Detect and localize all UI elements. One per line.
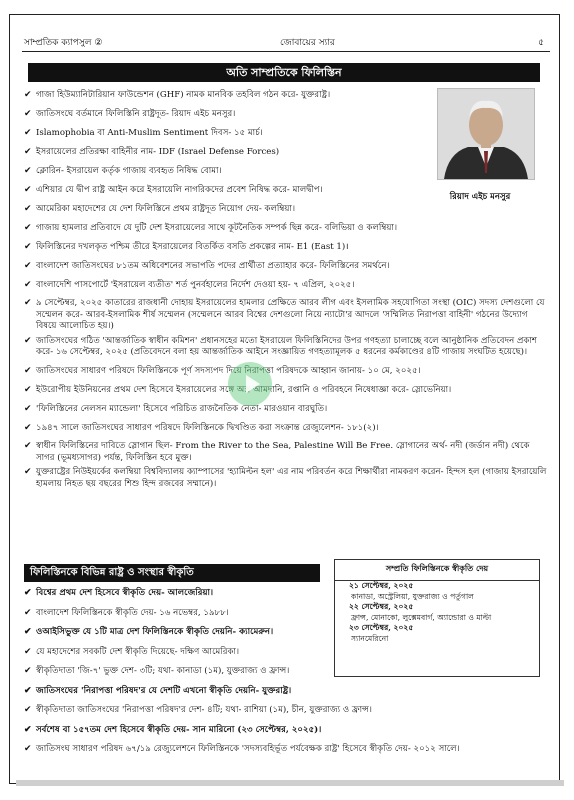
checkmark-icon: ✔: [24, 166, 32, 176]
checkmark-icon: ✔: [24, 223, 32, 233]
recognition-section-heading: ফিলিস্তিনকে বিভিন্ন রাষ্ট্র ও সংস্থার স্বীকৃতি: [24, 564, 320, 582]
header-author: জোবায়ের স্যার: [280, 38, 335, 48]
checkmark-icon: ✔: [24, 403, 32, 414]
list-item: ✔ বিশ্বের প্রথম দেশ হিসেবে স্বীকৃতি দেয়- আলজেরিয়া।: [22, 584, 336, 604]
list-item: ✔ স্বাধীন ফিলিস্তিনের দাবিতে স্লোগান ছিল- From the River to the Sea, Palestine Will Be Free. স্লোগানের অর্থ- নদী (জর্ডান নদী) থেকে সাগর (ভূমধ্যসাগর) পর্যন্ত, ফিলিস্তিন হবে মুক্ত।: [24, 440, 530, 463]
recognition-countries: স্যানমেরিনো: [351, 633, 389, 643]
list-item: ✔ স্বীকৃতিদাতা জাতিসংঘের 'নিরাপত্তা পরিষদ'র দেশ- ৪টি; যথা- রাশিয়া (১ম), চীন, যুক্তরাজ্য ও ফ্রান্স।: [22, 701, 550, 721]
list-item: ✔ জাতিসংঘের সাধারণ পরিষদে ফিলিস্তিনকে পূর্ণ সদস্যপদ দিয়ে নিরাপত্তা পরিষদকে আহ্বান জানায়- ১০ মে, ২০২৫।: [22, 362, 550, 381]
checkmark-icon: ✔: [24, 147, 32, 157]
list-item: ✔ যুক্তরাষ্ট্রের নিউইয়র্কের কলম্বিয়া বিশ্ববিদ্যালয় ক্যাম্পাসের 'হ্যামিল্টন হল' এর নাম পরিবর্তন করে শিক্ষার্থীরা নামকরণ করেন- হিন্দস হল (গাজায় ইসরায়েলি হামলায় নিহত ছয় বছরের শিশু হিন্দ রজবের সম্মানে)।: [24, 467, 547, 489]
checkmark-icon: ✔: [24, 588, 32, 598]
list-item: ✔ ফিলিস্তিনের দখলকৃত পশ্চিম তীরে ইসরায়েলের বিতর্কিত বসতি প্রকল্পের নাম- E1 (East 1)।: [22, 238, 550, 257]
list-item: ✔ জাতিসংঘে বর্তমানে ফিলিস্তিনি রাষ্ট্রদূত- রিয়াদ এইচ মনসুর।: [22, 105, 550, 124]
recognition-date: ২২ সেপ্টেম্বর, ২০২৫: [349, 602, 414, 612]
recognition-countries: কানাডা, অস্ট্রেলিয়া, যুক্তরাজ্য ও পর্তুগাল: [351, 591, 474, 601]
list-item: ✔ স্বীকৃতিদাতা 'জি-৭' ভুক্ত দেশ- ৩টি; যথা- কানাডা (১ম), যুক্তরাজ্য ও ফ্রান্স।: [22, 662, 550, 682]
recent-recognition-title: সম্প্রতি ফিলিস্তিনকে স্বীকৃতি দেয়: [335, 560, 539, 581]
list-item: ✔ ক্লোরিন- ইসরায়েল কর্তৃক গাজায় ব্যবহৃত নিষিদ্ধ বোমা।: [22, 162, 550, 181]
list-item: ✔ Islamophobia বা Anti-Muslim Sentiment দিবস- ১৫ মার্চ।: [22, 124, 550, 143]
header-series-title: সাম্প্রতিক ক্যাপসুল ②: [24, 38, 103, 48]
page-shadow: [16, 780, 564, 786]
checkmark-icon: ✔: [24, 724, 32, 735]
checkmark-icon: ✔: [24, 646, 32, 657]
checkmark-icon: ✔: [24, 384, 32, 395]
list-item: ✔ এশিয়ার যে দ্বীপ রাষ্ট্র আইন করে ইসরায়েলি নাগরিকদের প্রবেশ নিষিদ্ধ করে- মালদ্বীপ।: [22, 181, 550, 200]
play-icon: [228, 362, 272, 406]
list-item: ✔ সর্বশেষ বা ১৫৭তম দেশ হিসেবে স্বীকৃতি দেয়- সান মারিনো (২৩ সেপ্টেম্বর, ২০২৫)।: [22, 721, 550, 741]
checkmark-icon: ✔: [24, 280, 32, 290]
list-item: ✔ জাতিসংঘের গঠিত 'আন্তর্জাতিক স্বাধীন কমিশন' প্রধানসহের মতো ইসরায়েল ফিলিস্তিনিদের উপর গণহত্যা চালাচ্ছে বলে আনুষ্ঠানিক প্রতিবেদন প্রকাশ করে- ১৬ সেপ্টেম্বর, ২০২৫ (প্রতিবেদনে বলা হয় আন্তর্জাতিক আইনে সংজ্ঞায়িত গণহত্যামূলক ৫ ধরনের কর্মকাণ্ডের ৪টি গাজায় সংঘটিত হয়েছে)।: [24, 335, 537, 358]
checkmark-icon: ✔: [24, 128, 32, 138]
recognition-date: ২৩ সেপ্টেম্বর, ২০২৫: [349, 623, 414, 633]
portrait-photo: [437, 88, 535, 180]
list-item: ✔ ইসরায়েলের প্রতিরক্ষা বাহিনীর নাম- IDF (Israel Defense Forces): [22, 143, 550, 162]
list-item: ✔ বাংলাদেশ ফিলিস্তিনকে স্বীকৃতি দেয়- ১৬ নভেম্বর, ১৯৮৮।: [22, 604, 336, 624]
header-page-number: ৫: [538, 38, 544, 48]
list-item: ✔ যে মহাদেশের সবকটি দেশ স্বীকৃতি দিয়েছে- দক্ষিণ আমেরিকা।: [22, 643, 336, 663]
checkmark-icon: ✔: [24, 685, 32, 696]
checkmark-icon: ✔: [24, 242, 32, 252]
list-item: ✔ গাজা হিউম্যানিটারিয়ান ফাউন্ডেশন (GHF) নামক মানবিক তহবিল গঠন করে- যুক্তরাষ্ট্র।: [22, 86, 550, 105]
checkmark-icon: ✔: [24, 666, 32, 676]
checkmark-icon: ✔: [24, 109, 32, 119]
list-item: ✔ আমেরিকা মহাদেশের যে দেশ ফিলিস্তিনে প্রথম রাষ্ট্রদূত নিয়োগ দেয়- কলম্বিয়া।: [22, 200, 550, 219]
recognition-date: ২১ সেপ্টেম্বর, ২০২৫: [349, 581, 414, 590]
checkmark-icon: ✔: [24, 627, 32, 637]
recognition-countries: ফ্রান্স, মোনাকো, লুক্সেমবার্গ, অ্যান্ডোরা ও মাল্টা: [351, 612, 492, 622]
list-item: ✔ বাংলাদেশি পাসপোর্টে 'ইসরায়েল ব্যতীত' শর্ত পুনর্বহালের নির্দেশ দেওয়া হয়- ৭ এপ্রিল, ২০২৫।: [22, 276, 550, 295]
checkmark-icon: ✔: [24, 365, 32, 376]
list-item: ✔ 'ফিলিস্তিনের নেলসন ম্যান্ডেলা' হিসেবে পরিচিত রাজনৈতিক নেতা- মারওয়ান বারঘুতি।: [22, 400, 550, 419]
checkmark-icon: ✔: [24, 298, 32, 308]
list-item: ✔ ৯ সেপ্টেম্বর, ২০২৫ কাতারের রাজধানী দোহায় ইসরায়েলের হামলার প্রেক্ষিতে আরব লীগ এবং ইসলামিক সহযোগিতা সংস্থা (OIC) সদস্য দেশগুলো যে সম্মেলন করে- আরব-ইসলামিক শীর্ষ সম্মেলন (সম্মেলনে আরব বিশ্বের দেশগুলো নিয়ে ন্যাটো'র আদলে 'সম্মিলিত নিরাপত্তা বাহিনী' গঠনের উদ্যোগ বিষয়ে আলোচিত হয়।): [24, 298, 545, 332]
page-header: [22, 35, 552, 51]
photo-caption: রিয়াদ এইচ মনসুর: [449, 192, 511, 202]
section-title-banner: অতি সাম্প্রতিকে ফিলিস্তিন: [28, 63, 540, 82]
list-item: ✔ ওআইসিভুক্ত যে ১টি মাত্র দেশ ফিলিস্তিনকে স্বীকৃতি দেয়নি- ক্যামেরুন।: [22, 623, 336, 643]
header-divider: [22, 51, 550, 52]
list-item: ✔ ১৯৪৭ সালে জাতিসংঘের সাধারণ পরিষদে ফিলিস্তিনকে দ্বিখণ্ডিত করা সংক্রান্ত রেজ্যুলেশন- ১৮১(২)।: [22, 419, 550, 438]
checkmark-icon: ✔: [24, 440, 32, 451]
list-item: ✔ বাংলাদেশ জাতিসংঘের ৮১তম অধিবেশনের সভাপতি পদের প্রার্থীতা প্রত্যাহার করে- ফিলিস্তিনের সমর্থনে।: [22, 257, 550, 276]
checkmark-icon: ✔: [24, 744, 32, 754]
checkmark-icon: ✔: [24, 90, 32, 100]
checkmark-icon: ✔: [24, 467, 32, 478]
list-item: ✔ জাতিসংঘ সাধারণ পরিষদ ৬৭/১৯ রেজ্যুলেশনে ফিলিস্তিনকে 'সদস্যবহির্ভূত পর্যবেক্ষক রাষ্ট্র' হিসেবে স্বীকৃতি দেয়- ২০১২ সালে।: [22, 740, 550, 760]
checkmark-icon: ✔: [24, 261, 32, 271]
checkmark-icon: ✔: [24, 335, 32, 346]
checkmark-icon: ✔: [24, 185, 32, 195]
checkmark-icon: ✔: [24, 607, 32, 618]
list-item: ✔ গাজায় হামলার প্রতিবাদে যে দুটি দেশ ইসরায়েলের সাথে কূটনৈতিক সম্পর্ক ছিন্ন করে- বলিভিয়া ও কলম্বিয়া।: [22, 219, 550, 238]
checkmark-icon: ✔: [24, 422, 32, 433]
recognition-list: [22, 584, 550, 760]
list-item: ✔ জাতিসংঘের 'নিরাপত্তা পরিষদ'র যে দেশটি এখনো স্বীকৃতি দেয়নি- যুক্তরাষ্ট্র।: [22, 682, 550, 702]
portrait-illustration: [438, 89, 534, 179]
checkmark-icon: ✔: [24, 204, 32, 214]
checkmark-icon: ✔: [24, 705, 32, 715]
list-item: ✔ ইউরোপীয় ইউনিয়নের প্রথম দেশ হিসেবে ইসরায়েলের সঙ্গে অস্ত্র আমদানি, রপ্তানি ও পরিবহনে নিষেধাজ্ঞা করে- স্লোভেনিয়া।: [22, 381, 550, 400]
